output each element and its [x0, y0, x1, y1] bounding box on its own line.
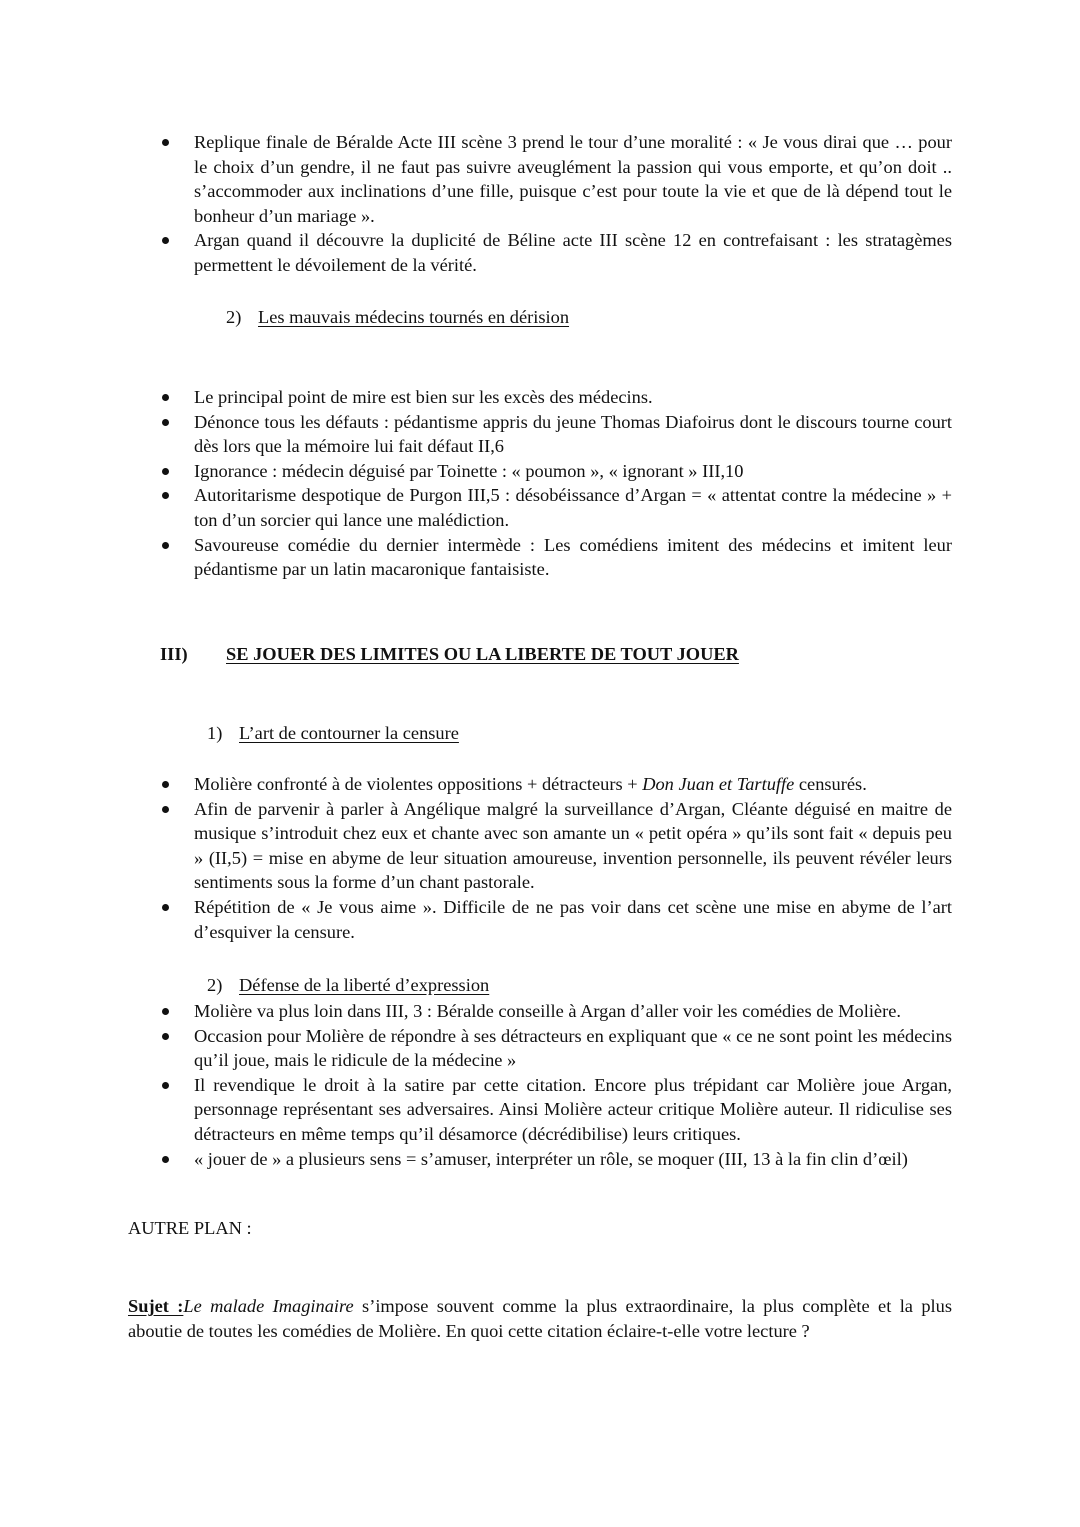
autre-plan-heading: AUTRE PLAN : — [128, 1218, 252, 1238]
bullet-list-medecins — [160, 385, 952, 582]
subheading-title: Les mauvais médecins tournés en dérision — [258, 307, 570, 327]
list-item: Répétition de « Je vous aime ». Difficile de ne pas voir dans cet scène une mise en abyme de l’art d’esquiver la censure. — [160, 895, 952, 944]
list-item: Il revendique le droit à la satire par cette citation. Encore plus trépidant car Molière joue Argan, personnage représentant ses adversaires. Ainsi Molière acteur critique Molière auteur. Il ridiculise ses détracteurs en même temps qu’il désamorce (décrédibilise) leurs critiques. — [160, 1073, 952, 1147]
subheading-censure — [207, 721, 459, 745]
bullet-list-liberte — [160, 999, 952, 1171]
part-heading — [160, 642, 739, 666]
bullet-list-conclusion — [160, 130, 952, 278]
sujet-label: Sujet : — [128, 1296, 184, 1316]
list-item: Occasion pour Molière de répondre à ses détracteurs en expliquant que « ce ne sont point les médecins qu’il joue, mais le ridicule de la médecine » — [160, 1024, 952, 1073]
list-item: Ignorance : médecin déguisé par Toinette : « poumon », « ignorant » III,10 — [160, 459, 952, 484]
subheading-number: 2) — [226, 307, 242, 327]
list-item: Molière va plus loin dans III, 3 : Béralde conseille à Argan d’aller voir les comédies de Molière. — [160, 999, 952, 1024]
list-item: Autoritarisme despotique de Purgon III,5 : désobéissance d’Argan = « attentat contre la médecine » + ton d’un sorcier qui lance une malédiction. — [160, 483, 952, 532]
list-item: Dénonce tous les défauts : pédantisme appris du jeune Thomas Diafoirus dont le discours tourne court dès lors que la mémoire lui fait défaut II,6 — [160, 410, 952, 459]
subheading-title: Défense de la liberté d’expression — [239, 975, 490, 995]
part-title: SE JOUER DES LIMITES OU LA LIBERTE DE TOUT JOUER — [226, 644, 739, 664]
list-item: Replique finale de Béralde Acte III scène 3 prend le tour d’une moralité : « Je vous dirai que … pour le choix d’un gendre, il ne faut pas suivre aveuglément la passion qui vous emporte, et qu’on doit .. s’accommoder aux inclinations d’une fille, puisque c’est pour toute la vie et que de là dépend tout le bonheur d’un mariage ». — [160, 130, 952, 228]
bullet-list-censure — [160, 772, 952, 944]
list-item: Molière confronté à de violentes oppositions + détracteurs + Don Juan et Tartuffe censurés. — [160, 772, 952, 797]
sujet-title: Le malade Imaginaire — [183, 1296, 354, 1316]
list-item: Le principal point de mire est bien sur les excès des médecins. — [160, 385, 952, 410]
subheading-number: 2) — [207, 975, 223, 995]
list-item: « jouer de » a plusieurs sens = s’amuser, interpréter un rôle, se moquer (III, 13 à la fin clin d’œil) — [160, 1147, 952, 1172]
subheading-number: 1) — [207, 723, 223, 743]
sujet-text: s’impose souvent comme la plus extraordinaire, la plus complète et la plus aboutie de toutes les comédies de Molière. En quoi cette citation éclaire-t-elle votre lecture ? — [128, 1296, 952, 1341]
part-number: III) — [160, 644, 188, 664]
list-item: Savoureuse comédie du dernier intermède : Les comédiens imitent des médecins et imitent leur pédantisme par un latin macaronique fantaisiste. — [160, 533, 952, 582]
play-titles: Don Juan et Tartuffe — [642, 774, 795, 794]
sujet-paragraph — [128, 1294, 952, 1344]
subheading-liberte — [207, 973, 489, 997]
list-item: Argan quand il découvre la duplicité de Béline acte III scène 12 en contrefaisant : les stratagèmes permettent le dévoilement de la vérité. — [160, 228, 952, 277]
subheading-title: L’art de contourner la censure — [239, 723, 459, 743]
subheading-mauvais-medecins — [226, 305, 569, 329]
list-item: Afin de parvenir à parler à Angélique malgré la surveillance d’Argan, Cléante déguisé en maitre de musique s’introduit chez eux et chante avec son amante un « petit opéra » qu’ils sont fait « depuis peu » (II,5) = mise en abyme de leur situation amoureuse, invention personnelle, ils peuvent révéler leurs sentiments sous la forme d’un chant pastorale. — [160, 797, 952, 895]
